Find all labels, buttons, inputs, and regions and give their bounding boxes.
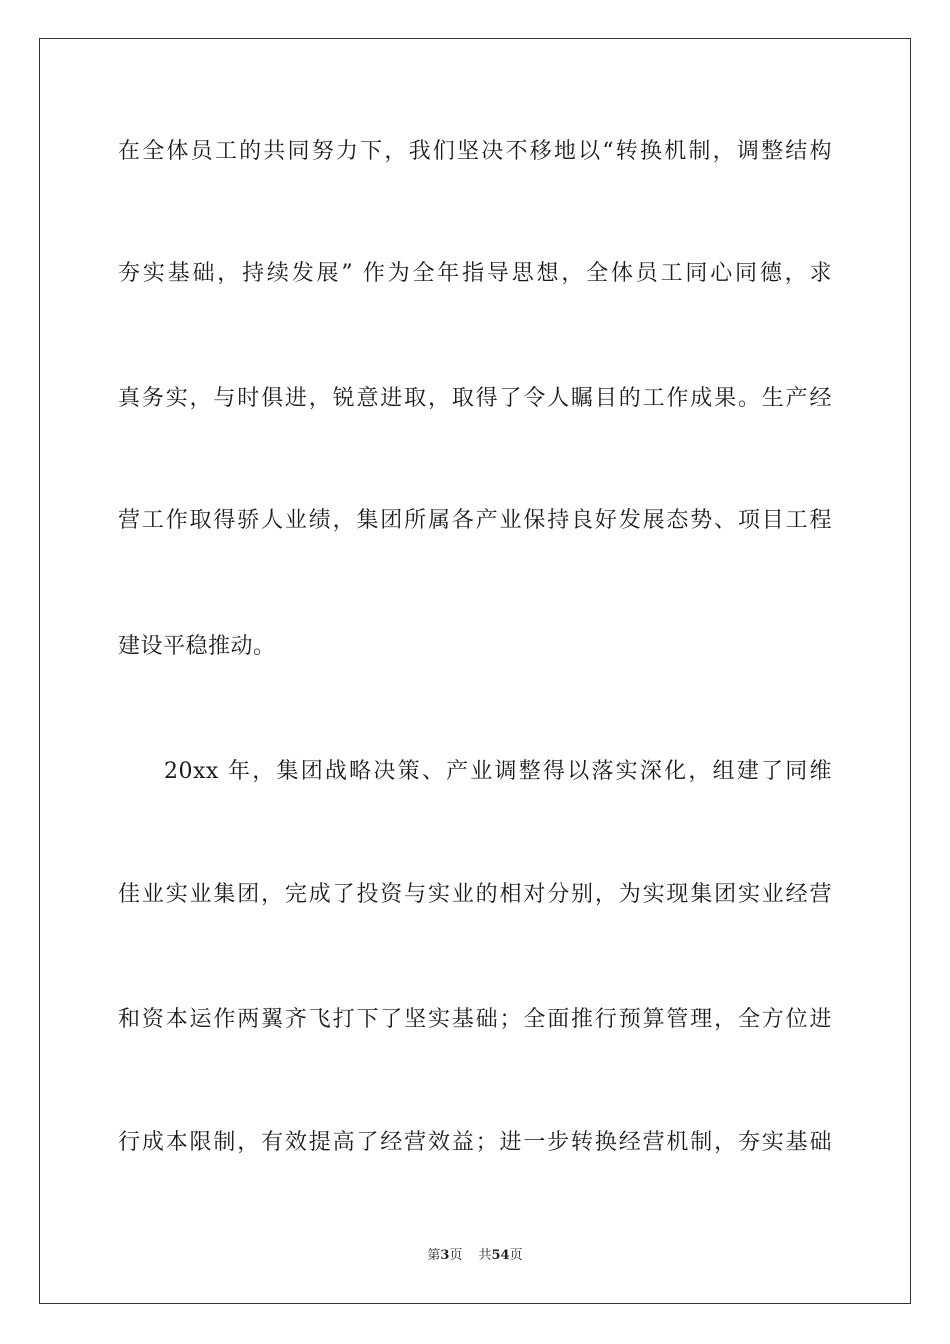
body-line-5: 建设平稳推动。	[118, 634, 276, 659]
body-line-9: 行成本限制，有效提高了经营效益；进一步转换经营机制，夯实基础	[118, 1130, 832, 1155]
page-prefix: 第	[427, 1248, 441, 1263]
body-line-7: 佳业实业集团，完成了投资与实业的相对分别，为实现集团实业经营	[118, 882, 832, 907]
total-suffix: 页	[509, 1248, 523, 1263]
body-line-2: 夯实基础，持续发展” 作为全年指导思想，全体员工同心同德，求	[118, 261, 832, 286]
body-line-4: 营工作取得骄人业绩，集团所属各产业保持良好发展态势、项目工程	[118, 508, 832, 533]
total-pages: 54	[491, 1248, 510, 1263]
page-number: 3	[440, 1248, 450, 1263]
body-line-3: 真务实，与时俱进，锐意进取，取得了令人瞩目的工作成果。生产经	[118, 386, 832, 411]
body-line-1: 在全体员工的共同努力下，我们坚决不移地以“转换机制，调整结构	[118, 139, 832, 164]
page-suffix: 页	[449, 1248, 463, 1263]
body-line-8: 和资本运作两翼齐飞打下了坚实基础；全面推行预算管理，全方位进	[118, 1007, 832, 1032]
total-prefix: 共	[478, 1248, 492, 1263]
page-footer	[0, 1247, 950, 1265]
body-line-6: 20xx 年，集团战略决策、产业调整得以落实深化，组建了同维	[164, 759, 832, 784]
page-border	[39, 38, 911, 1304]
